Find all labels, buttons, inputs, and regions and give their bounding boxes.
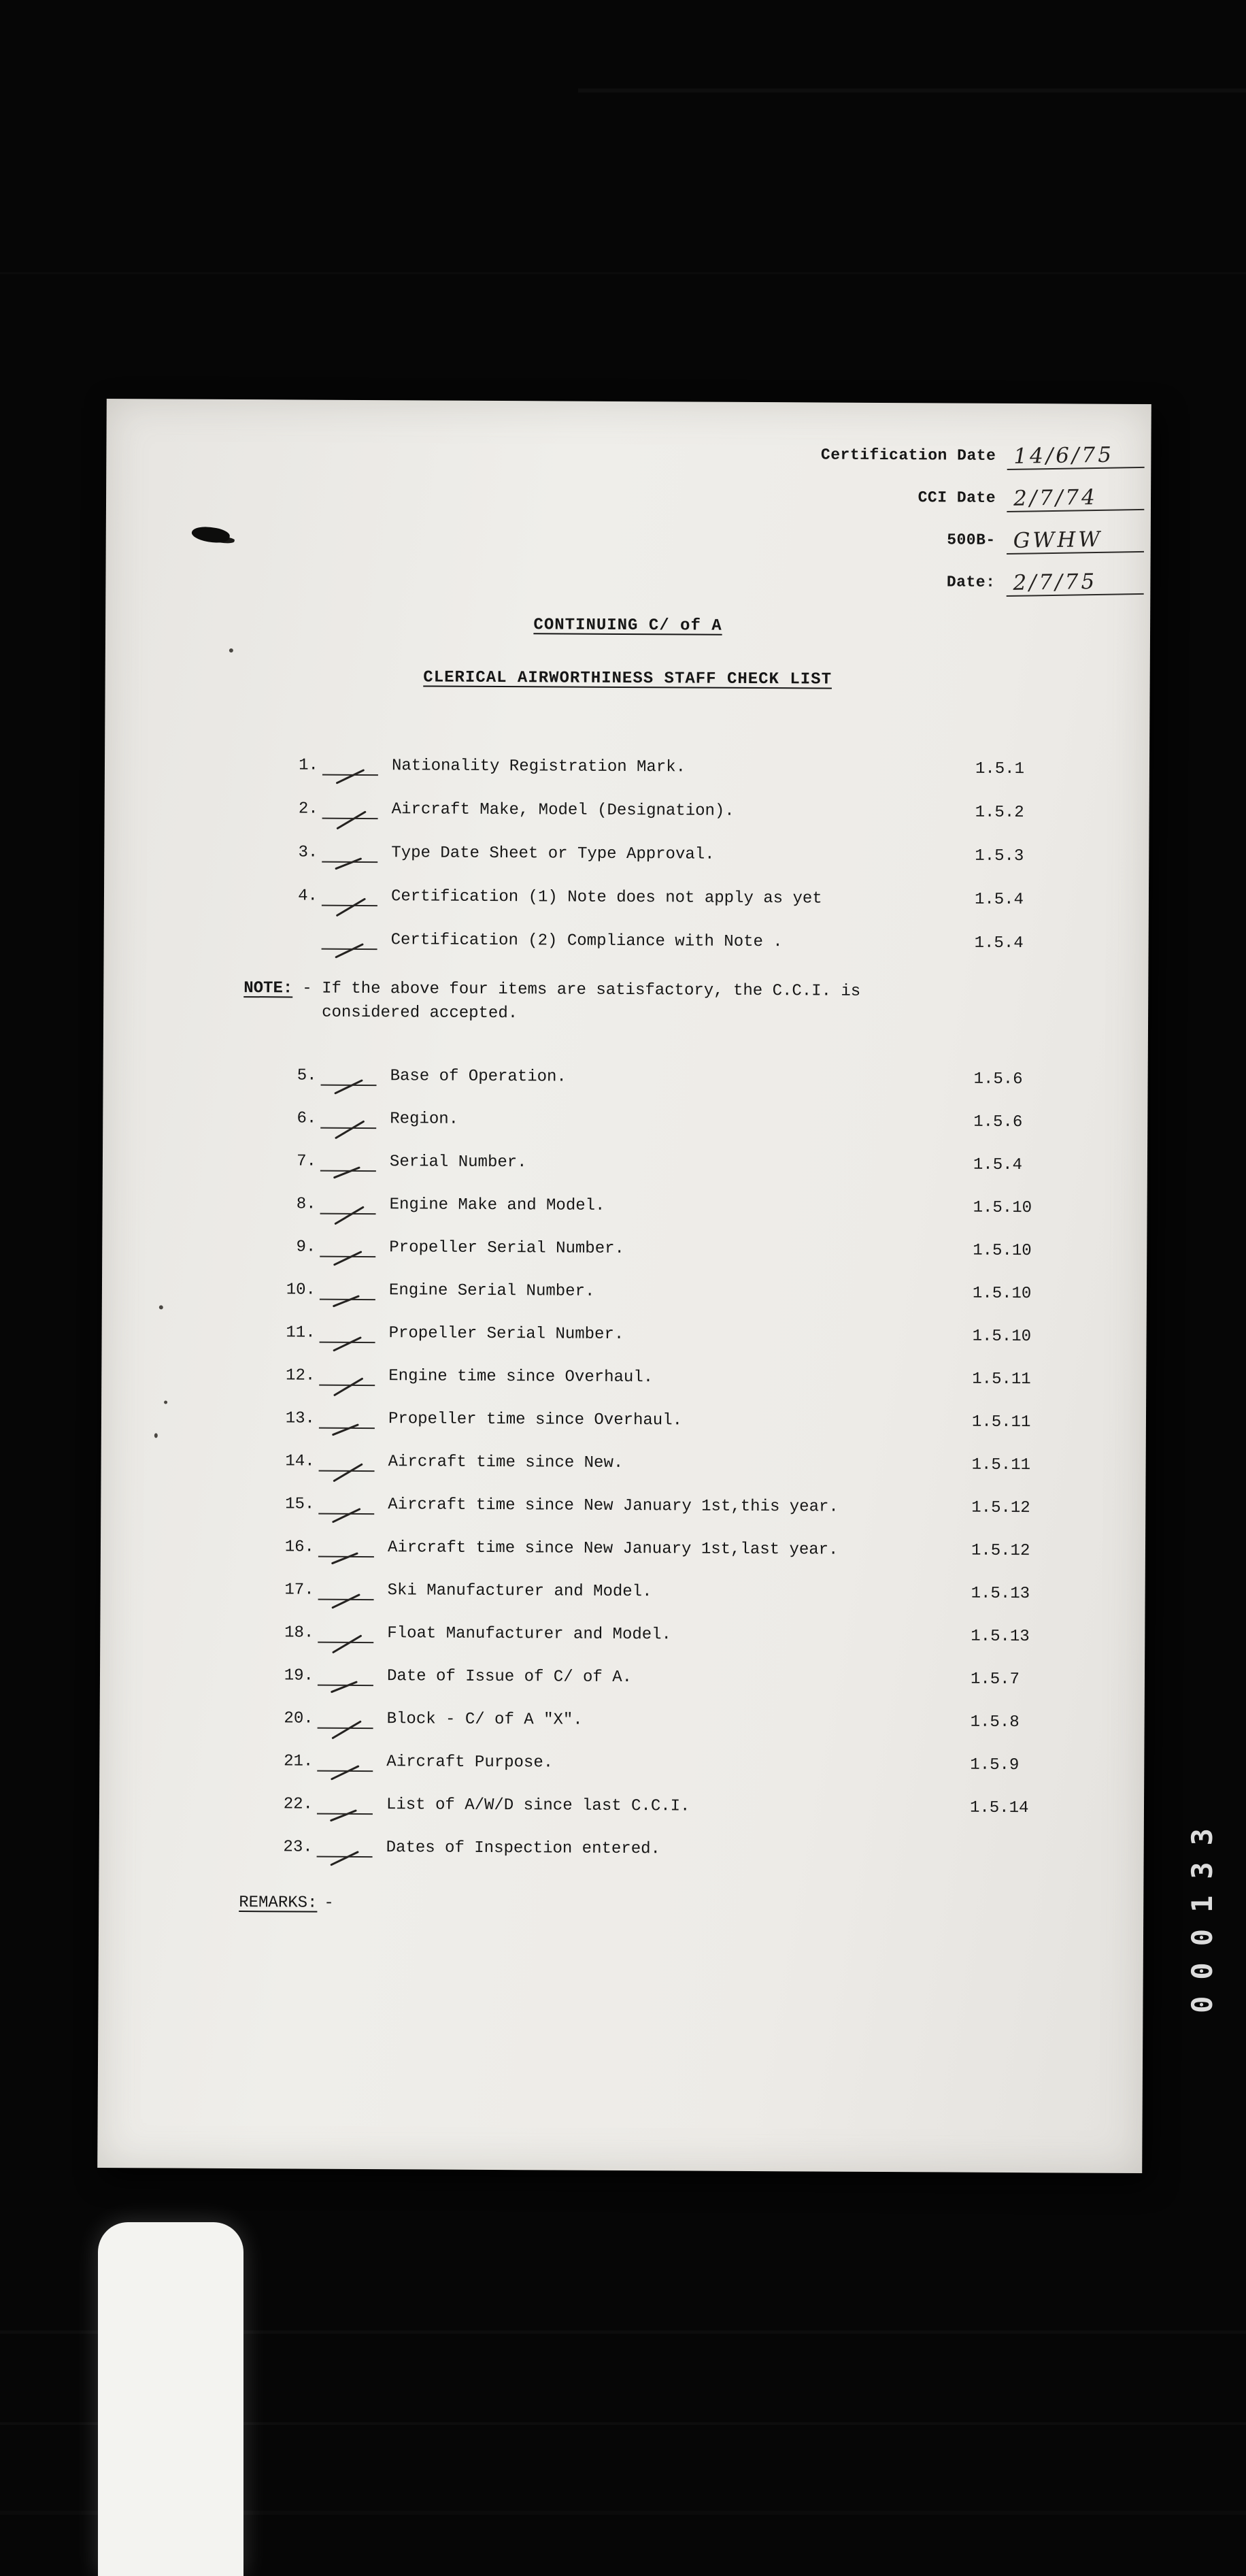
check-line bbox=[314, 1526, 385, 1570]
certification-date-value: 14/6/75 bbox=[1007, 442, 1145, 470]
checklist-row bbox=[274, 1140, 1083, 1187]
form-500b-field bbox=[820, 510, 1144, 553]
checkmark-icon bbox=[330, 1851, 359, 1866]
check-line bbox=[318, 874, 388, 919]
item-ref: 1.5.11 bbox=[972, 1456, 1074, 1475]
checklist-row bbox=[275, 787, 1085, 834]
cci-date-label: CCI Date bbox=[918, 489, 996, 511]
item-text: Certification (2) Compliance with Note . bbox=[388, 931, 975, 953]
item-text: Date of Issue of C/ of A. bbox=[384, 1667, 971, 1689]
item-ref: 1.5.10 bbox=[973, 1242, 1075, 1261]
check-line bbox=[316, 1269, 386, 1312]
checkmark-icon bbox=[336, 810, 367, 829]
checklist-row bbox=[275, 830, 1085, 878]
document-title: CONTINUING C/ of A bbox=[105, 614, 1150, 638]
check-line bbox=[314, 1569, 384, 1613]
item-text: Propeller Serial Number. bbox=[386, 1324, 973, 1346]
checklist-row bbox=[274, 1054, 1083, 1101]
ink-smudge bbox=[190, 524, 231, 546]
checklist-row bbox=[271, 1783, 1080, 1830]
checkmark-icon bbox=[333, 1377, 364, 1396]
checklist-items-5-23 bbox=[271, 1054, 1084, 1872]
check-line bbox=[316, 1226, 386, 1270]
checkmark-icon bbox=[335, 943, 364, 959]
cci-date-field bbox=[821, 467, 1145, 511]
checkmark-icon bbox=[331, 1594, 360, 1609]
checklist-row bbox=[273, 1183, 1083, 1229]
item-number: 19. bbox=[271, 1666, 314, 1685]
item-number: 7. bbox=[274, 1152, 316, 1170]
check-line bbox=[316, 1183, 386, 1227]
item-text: Base of Operation. bbox=[388, 1067, 974, 1089]
checklist-row bbox=[271, 1826, 1080, 1872]
item-ref: 1.5.7 bbox=[971, 1670, 1073, 1689]
remarks-label: REMARKS: bbox=[239, 1894, 317, 1913]
item-ref: 1.5.12 bbox=[971, 1499, 1073, 1518]
checkmark-icon bbox=[331, 1681, 358, 1693]
item-text: Type Date Sheet or Type Approval. bbox=[388, 844, 975, 865]
checkmark-icon bbox=[332, 1423, 359, 1436]
item-ref: 1.5.9 bbox=[970, 1756, 1072, 1775]
checklist-row bbox=[271, 1740, 1080, 1787]
checkmark-icon bbox=[331, 1765, 360, 1781]
item-text: Engine Serial Number. bbox=[386, 1281, 973, 1303]
item-number: 2. bbox=[276, 799, 318, 818]
check-line bbox=[318, 787, 388, 831]
checklist-row bbox=[272, 1440, 1081, 1487]
item-number: 1. bbox=[276, 756, 318, 774]
check-line bbox=[313, 1783, 384, 1827]
film-corner-tab bbox=[98, 2222, 243, 2576]
check-line bbox=[317, 918, 388, 962]
checklist-row bbox=[271, 1697, 1080, 1744]
item-text: Aircraft Make, Model (Designation). bbox=[389, 800, 975, 822]
item-text: Aircraft Purpose. bbox=[384, 1753, 970, 1774]
note-label: NOTE: bbox=[243, 976, 292, 1024]
item-ref: 1.5.6 bbox=[973, 1113, 1075, 1132]
item-number: 4. bbox=[275, 887, 318, 905]
cci-date-value: 2/7/74 bbox=[1007, 484, 1145, 512]
checkmark-icon bbox=[333, 1463, 363, 1482]
check-line bbox=[316, 1140, 387, 1184]
check-line bbox=[313, 1698, 384, 1741]
item-text: Engine time since Overhaul. bbox=[386, 1367, 972, 1389]
check-line bbox=[314, 1483, 385, 1527]
checklist-row bbox=[272, 1525, 1081, 1572]
item-ref: 1.5.10 bbox=[973, 1199, 1075, 1218]
checkmark-icon bbox=[333, 1166, 360, 1178]
form-500b-value: GWHW bbox=[1006, 527, 1144, 555]
item-text: Dates of Inspection entered. bbox=[384, 1838, 970, 1860]
checkmark-icon bbox=[335, 1120, 365, 1139]
item-ref: 1.5.14 bbox=[970, 1799, 1072, 1818]
item-number: 18. bbox=[271, 1623, 314, 1642]
item-ref: 1.5.3 bbox=[975, 846, 1077, 865]
item-ref: 1.5.11 bbox=[972, 1370, 1074, 1389]
item-number: 20. bbox=[271, 1709, 314, 1728]
checkmark-icon bbox=[333, 1295, 360, 1307]
microfilm-frame-number: 000133 bbox=[1185, 1777, 1219, 2049]
checklist-row bbox=[271, 1611, 1081, 1658]
item-ref: 1.5.12 bbox=[971, 1542, 1073, 1561]
item-number: 12. bbox=[273, 1366, 315, 1385]
dust-speck bbox=[229, 648, 233, 653]
checklist-row bbox=[271, 1654, 1081, 1701]
item-ref: 1.5.10 bbox=[973, 1285, 1075, 1304]
check-line bbox=[318, 744, 389, 788]
checklist-row bbox=[273, 1397, 1082, 1444]
item-ref: 1.5.13 bbox=[971, 1585, 1073, 1604]
checklist-row bbox=[275, 874, 1085, 921]
checklist-row bbox=[276, 743, 1085, 791]
check-line bbox=[315, 1398, 386, 1441]
date-field bbox=[820, 552, 1144, 595]
item-text: Certification (1) Note does not apply as yet bbox=[388, 887, 975, 909]
note-block bbox=[243, 976, 920, 1027]
item-text: Aircraft time since New. bbox=[386, 1453, 972, 1474]
remarks-block bbox=[239, 1894, 334, 1913]
checkmark-icon bbox=[331, 1552, 358, 1564]
remarks-dash: - bbox=[324, 1894, 334, 1913]
checkmark-icon bbox=[331, 1720, 362, 1739]
item-number: 8. bbox=[274, 1195, 316, 1213]
checkmark-icon bbox=[334, 1079, 363, 1095]
checklist-items-1-4 bbox=[275, 743, 1085, 965]
check-line bbox=[316, 1097, 387, 1141]
checkmark-icon bbox=[336, 897, 367, 917]
check-line bbox=[313, 1740, 384, 1784]
checklist-row bbox=[273, 1268, 1083, 1315]
item-number: 21. bbox=[271, 1752, 313, 1770]
dust-speck bbox=[159, 1305, 163, 1309]
form-500b-label: 500B- bbox=[947, 531, 996, 552]
check-line bbox=[313, 1826, 384, 1870]
item-number: 11. bbox=[273, 1323, 316, 1342]
checkmark-icon bbox=[336, 769, 365, 785]
checklist-row bbox=[273, 1354, 1082, 1401]
checklist-row bbox=[271, 1568, 1081, 1615]
check-line bbox=[314, 1440, 385, 1484]
certification-date-label: Certification Date bbox=[821, 446, 996, 468]
item-number: 5. bbox=[275, 1066, 317, 1085]
checkmark-icon bbox=[330, 1809, 357, 1821]
item-text: Float Manufacturer and Model. bbox=[384, 1624, 971, 1646]
film-streak bbox=[0, 272, 1246, 274]
checkmark-icon bbox=[332, 1634, 363, 1653]
item-text: Aircraft time since New January 1st,last year. bbox=[385, 1538, 971, 1560]
film-streak bbox=[578, 88, 1246, 93]
dust-speck bbox=[164, 1400, 167, 1404]
note-text: - If the above four items are satisfactory, the C.C.I. is considered accepted. bbox=[302, 977, 920, 1028]
certification-date-field bbox=[821, 425, 1145, 469]
item-ref: 1.5.4 bbox=[975, 890, 1077, 909]
item-number: 10. bbox=[273, 1281, 316, 1299]
item-text: Block - C/ of A "X". bbox=[384, 1710, 971, 1732]
check-line bbox=[315, 1312, 386, 1355]
checklist-row bbox=[275, 917, 1084, 965]
item-text: Propeller Serial Number. bbox=[386, 1238, 973, 1260]
check-line bbox=[318, 831, 388, 875]
document-page bbox=[97, 399, 1151, 2173]
check-line bbox=[316, 1055, 387, 1098]
check-line bbox=[315, 1355, 386, 1398]
item-text: Serial Number. bbox=[387, 1153, 973, 1174]
checklist-row bbox=[273, 1225, 1083, 1272]
checkmark-icon bbox=[333, 1336, 362, 1352]
header-date-fields bbox=[820, 425, 1145, 595]
item-ref: 1.5.6 bbox=[974, 1070, 1076, 1089]
item-text: Nationality Registration Mark. bbox=[389, 757, 975, 778]
item-text: Aircraft time since New January 1st,this year. bbox=[385, 1496, 971, 1517]
checkmark-icon bbox=[333, 1251, 363, 1266]
item-number: 9. bbox=[273, 1238, 316, 1256]
item-text: Region. bbox=[387, 1110, 973, 1132]
checkmark-icon bbox=[334, 1206, 365, 1225]
check-line bbox=[314, 1655, 384, 1698]
checkmark-icon bbox=[332, 1508, 361, 1523]
item-number: 22. bbox=[271, 1795, 313, 1813]
item-number: 14. bbox=[273, 1452, 315, 1470]
item-ref: 1.5.4 bbox=[975, 934, 1077, 953]
check-line bbox=[314, 1612, 384, 1655]
item-number: 17. bbox=[272, 1581, 314, 1599]
item-ref: 1.5.13 bbox=[971, 1628, 1073, 1647]
item-number: 15. bbox=[272, 1495, 314, 1513]
item-text: Propeller time since Overhaul. bbox=[386, 1410, 972, 1432]
item-ref: 1.5.11 bbox=[972, 1413, 1074, 1432]
item-text: List of A/W/D since last C.C.I. bbox=[384, 1796, 970, 1817]
item-text: Ski Manufacturer and Model. bbox=[385, 1581, 971, 1603]
item-ref: 1.5.1 bbox=[975, 759, 1077, 778]
dust-speck bbox=[154, 1433, 158, 1438]
date-value: 2/7/75 bbox=[1006, 569, 1144, 597]
checkmark-icon bbox=[335, 857, 362, 870]
date-label: Date: bbox=[947, 573, 996, 595]
item-number: 13. bbox=[273, 1409, 315, 1427]
item-ref: 1.5.10 bbox=[973, 1327, 1075, 1347]
item-ref: 1.5.4 bbox=[973, 1156, 1075, 1175]
document-subtitle: CLERICAL AIRWORTHINESS STAFF CHECK LIST bbox=[105, 667, 1150, 691]
item-number: 3. bbox=[275, 843, 318, 861]
item-text: Engine Make and Model. bbox=[387, 1195, 973, 1217]
checklist-row bbox=[272, 1483, 1081, 1530]
checklist-row bbox=[274, 1097, 1083, 1144]
item-ref: 1.5.2 bbox=[975, 803, 1077, 822]
item-number: 6. bbox=[274, 1109, 316, 1127]
item-ref: 1.5.8 bbox=[971, 1713, 1073, 1732]
item-number: 23. bbox=[271, 1838, 313, 1856]
checklist-row bbox=[273, 1311, 1082, 1358]
item-number: 16. bbox=[272, 1538, 314, 1556]
